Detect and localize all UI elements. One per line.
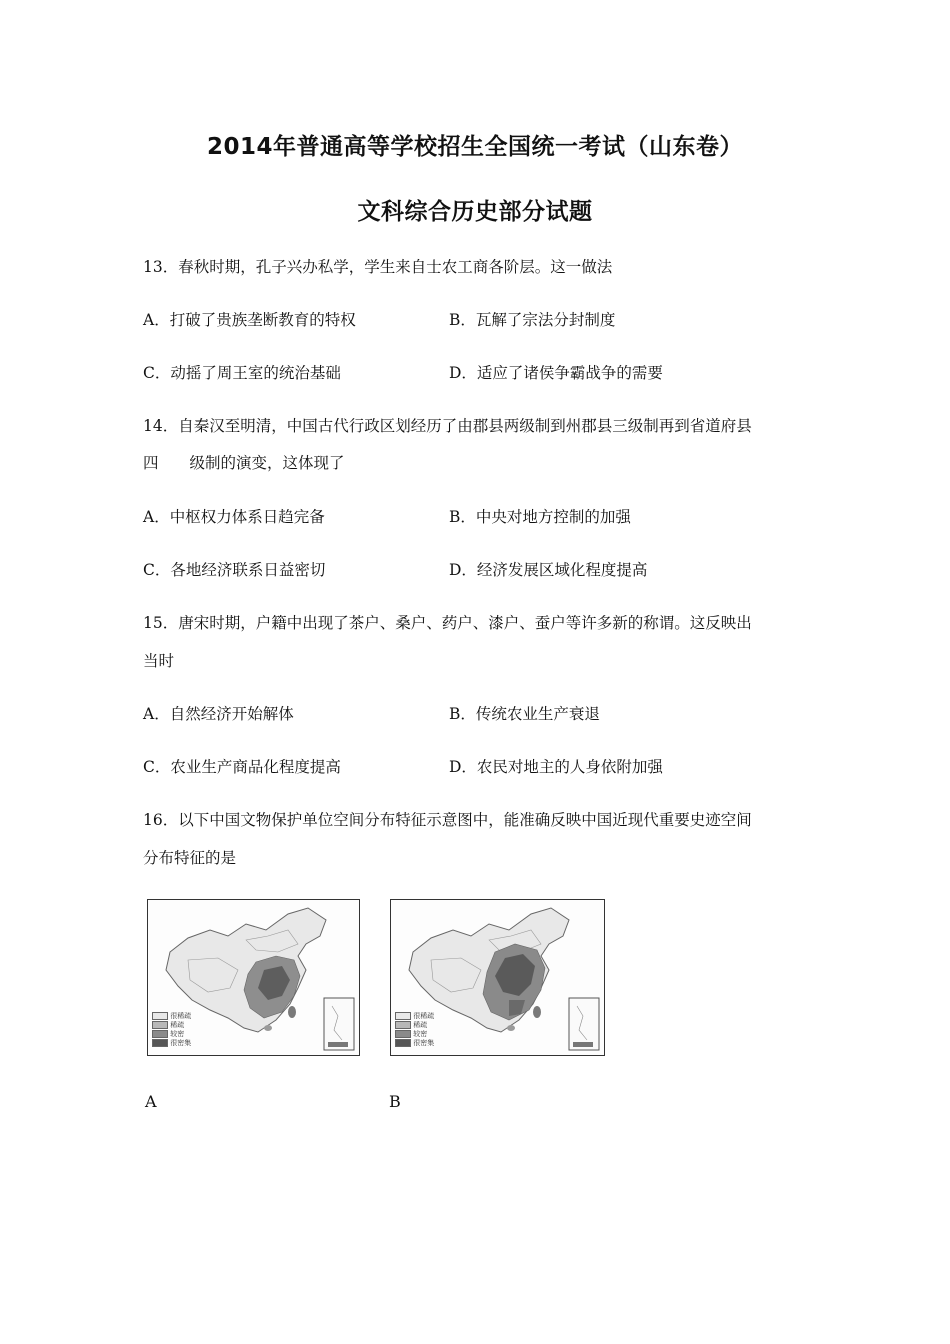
legend-label: 较密	[170, 1030, 185, 1038]
legend-label: 很密集	[413, 1039, 435, 1047]
page-title-line-2: 文科综合历史部分试题	[357, 199, 593, 225]
legend-label: 很稀疏	[170, 1012, 192, 1020]
question-13-stem: 13．春秋时期，孔子兴办私学，学生来自士农工商各阶层。这一做法	[143, 258, 613, 276]
question-15-option-d: D．农民对地主的人身依附加强	[449, 758, 663, 776]
question-13-option-a: A．打破了贵族垄断教育的特权	[143, 311, 356, 329]
question-16-stem-line-1: 16．以下中国文物保护单位空间分布特征示意图中，能准确反映中国近现代重要史迹空间	[143, 811, 752, 829]
question-15-option-a: A．自然经济开始解体	[143, 705, 294, 723]
map-figure-b	[390, 899, 605, 1056]
question-15-stem-line-1: 15．唐宋时期，户籍中出现了茶户、桑户、药户、漆户、蚕户等许多新的称谓。这反映出	[143, 614, 752, 632]
legend-label: 很稀疏	[413, 1012, 435, 1020]
question-13-option-c: C．动摇了周王室的统治基础	[143, 364, 341, 382]
map-caption-b: B	[389, 1092, 401, 1111]
question-14-option-c: C．各地经济联系日益密切	[143, 561, 326, 579]
legend-label: 稀疏	[413, 1021, 428, 1029]
map-caption-a: A	[145, 1092, 157, 1111]
question-13-option-d: D．适应了诸侯争霸战争的需要	[449, 364, 663, 382]
question-14-option-a: A．中枢权力体系日趋完备	[143, 508, 325, 526]
question-15-option-c: C．农业生产商品化程度提高	[143, 758, 341, 776]
page-title-line-1: 2014年普通高等学校招生全国统一考试（山东卷）	[206, 134, 743, 160]
question-14-stem-line-1: 14．自秦汉至明清，中国古代行政区划经历了由郡县两级制到州郡县三级制再到省道府县	[143, 417, 752, 435]
question-14-stem-line-2: 四 级制的演变，这体现了	[143, 454, 345, 472]
question-15-option-b: B．传统农业生产衰退	[449, 705, 600, 723]
legend-label: 稀疏	[170, 1021, 185, 1029]
question-13-option-b: B．瓦解了宗法分封制度	[449, 311, 616, 329]
question-14-option-d: D．经济发展区域化程度提高	[449, 561, 648, 579]
legend-label: 很密集	[170, 1039, 192, 1047]
question-15-stem-line-2: 当时	[143, 652, 175, 670]
question-16-stem-line-2: 分布特征的是	[143, 849, 237, 867]
map-legend	[395, 1012, 459, 1048]
legend-label: 较密	[413, 1030, 428, 1038]
map-legend	[152, 1012, 216, 1048]
question-14-option-b: B．中央对地方控制的加强	[449, 508, 631, 526]
map-figure-a	[147, 899, 360, 1056]
